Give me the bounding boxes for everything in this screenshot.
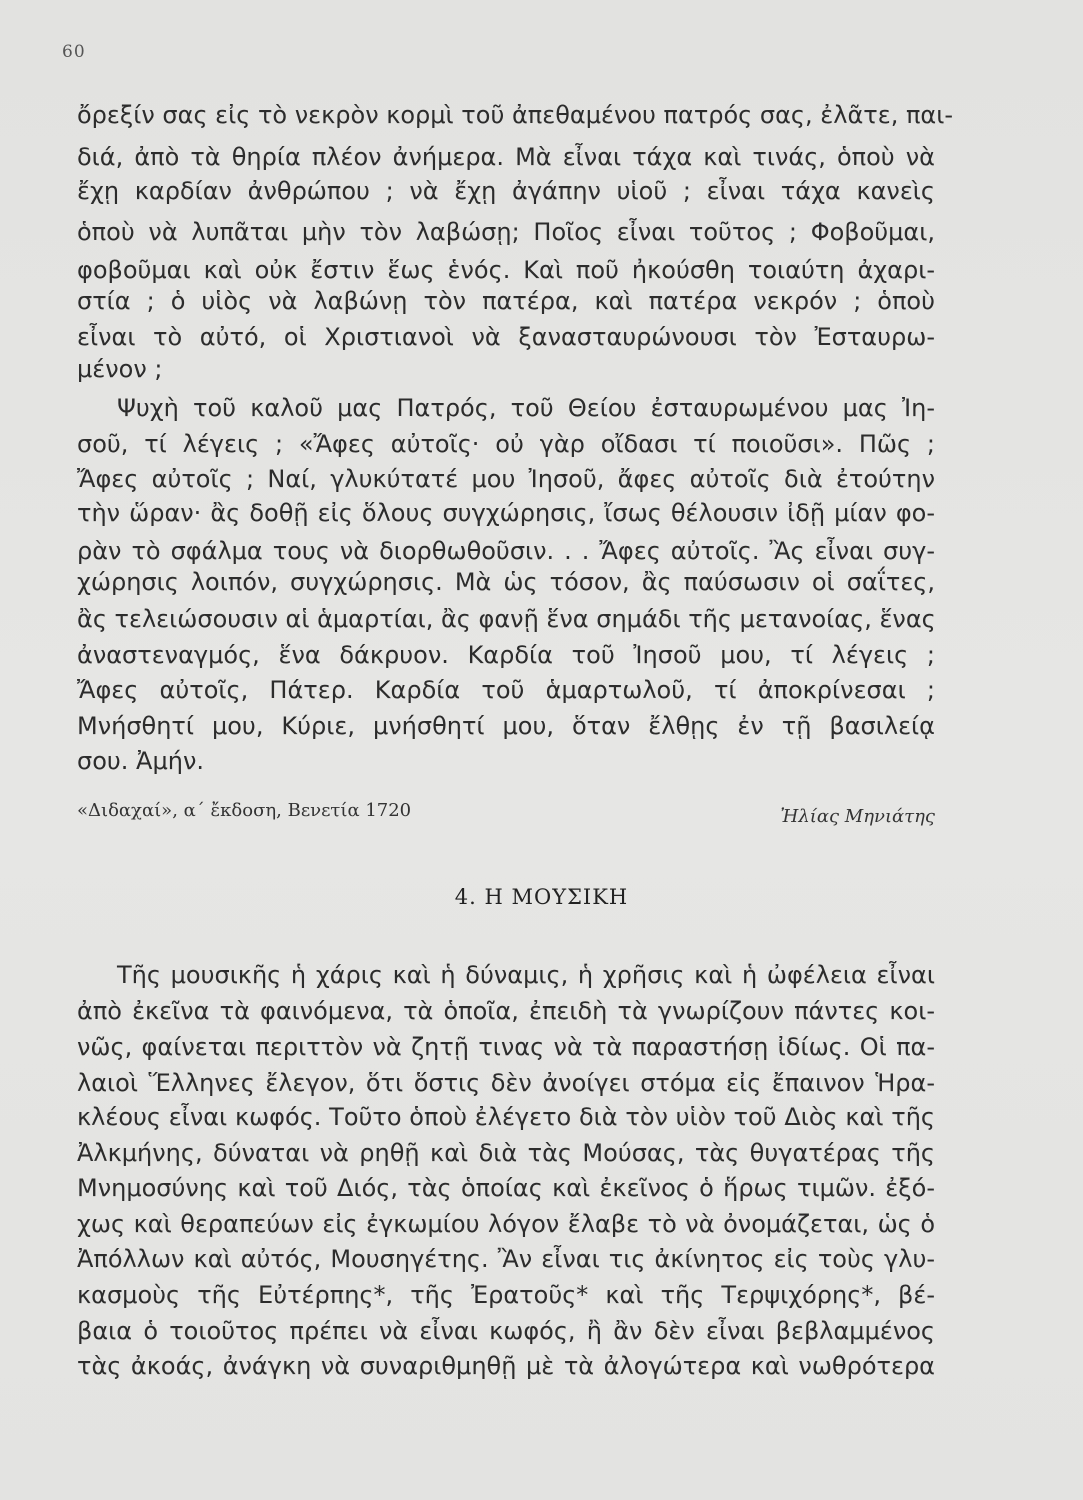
text-line: μένον ; — [77, 355, 163, 383]
text-line: Ἀλκμήνης, δύναται νὰ ρηθῇ καὶ διὰ τὰς Μούσας, τὰς θυγατέρας τῆς — [77, 1139, 935, 1167]
text-line: φοβοῦμαι καὶ οὐκ ἔστιν ἕως ἑνός. Καὶ ποῦ ἠκούσθη τοιαύτη ἀχαρι- — [77, 256, 935, 284]
text-line: Μνήσθητί μου, Κύριε, μνήσθητί μου, ὅταν ἔλθῃς ἐν τῇ βασιλείᾳ — [77, 712, 935, 740]
text-line: βαια ὁ τοιοῦτος πρέπει νὰ εἶναι κωφός, ἢ ἂν δὲν εἶναι βεβλαμμένος — [77, 1317, 935, 1345]
text-line: ἂς τελειώσουσιν αἱ ἁμαρτίαι, ἂς φανῇ ἕνα σημάδι τῆς μετανοίας, ἕνας — [77, 605, 936, 633]
text-line: σου. Ἀμήν. — [77, 747, 204, 775]
text-line: στία ; ὁ υἱὸς νὰ λαβώνῃ τὸν πατέρα, καὶ πατέρα νεκρόν ; ὁποὺ — [77, 287, 935, 315]
citation-line — [77, 800, 935, 836]
text-line: λαιοὶ Ἕλληνες ἔλεγον, ὅτι ὅστις δὲν ἀνοίγει στόμα εἰς ἔπαινον Ἡρα- — [77, 1069, 935, 1097]
text-line: ὄρεξίν σας εἰς τὸ νεκρὸν κορμὶ τοῦ ἀπεθαμένου πατρός σας, ἐλᾶτε, παι- — [77, 101, 953, 129]
text-line: εἶναι τὸ αὐτό, οἱ Χριστιανοὶ νὰ ξανασταυρώνουσι τὸν Ἐσταυρω- — [77, 323, 935, 351]
page-number: 60 — [62, 42, 86, 62]
text-line: ἀπὸ ἐκεῖνα τὰ φαινόμενα, τὰ ὁποῖα, ἐπειδὴ τὰ γνωρίζουν πάντες κοι- — [77, 997, 935, 1025]
text-line: χώρησις λοιπόν, συγχώρησις. Μὰ ὡς τόσον, ἂς παύσωσιν οἱ σαΐτες, — [77, 568, 935, 596]
text-line: κασμοὺς τῆς Εὐτέρπης*, τῆς Ἐρατοῦς* καὶ τῆς Τερψιχόρης*, βέ- — [77, 1281, 935, 1309]
author-name: Ἠλίας Μηνιάτης — [780, 806, 935, 827]
text-line: Μνημοσύνης καὶ τοῦ Διός, τὰς ὁποίας καὶ ἐκεῖνος ὁ ἥρως τιμῶν. ἐξό- — [77, 1174, 935, 1202]
text-line: Ἄφες αὐτοῖς, Πάτερ. Καρδία τοῦ ἁμαρτωλοῦ, τί ἀποκρίνεσαι ; — [77, 676, 935, 704]
text-line: Ἀπόλλων καὶ αὐτός, Μουσηγέτης. Ἂν εἶναι τις ἀκίνητος εἰς τοὺς γλυ- — [77, 1245, 935, 1273]
text-line: χως καὶ θεραπεύων εἰς ἐγκωμίου λόγον ἔλαβε τὸ νὰ ὀνομάζεται, ὡς ὁ — [77, 1210, 935, 1238]
text-line: κλέους εἶναι κωφός. Τοῦτο ὁποὺ ἐλέγετο διὰ τὸν υἱὸν τοῦ Διὸς καὶ τῆς — [77, 1103, 935, 1131]
text-line: Ψυχὴ τοῦ καλοῦ μας Πατρός, τοῦ Θείου ἐσταυρωμένου μας Ἰη- — [117, 394, 935, 422]
text-line: ἔχῃ καρδίαν ἀνθρώπου ; νὰ ἔχῃ ἀγάπην υἱοῦ ; εἶναι τάχα κανεὶς — [77, 177, 935, 205]
text-line: νῶς, φαίνεται περιττὸν νὰ ζητῇ τινας νὰ τὰ παραστήσῃ ἰδίως. Οἱ πα- — [77, 1033, 935, 1061]
text-line: Τῆς μουσικῆς ἡ χάρις καὶ ἡ δύναμις, ἡ χρῆσις καὶ ἡ ὠφέλεια εἶναι — [117, 961, 935, 989]
text-line: Ἄφες αὐτοῖς ; Ναί, γλυκύτατέ μου Ἰησοῦ, ἄφες αὐτοῖς διὰ ἐτούτην — [77, 465, 935, 493]
text-line: διά, ἀπὸ τὰ θηρία πλέον ἀνήμερα. Μὰ εἶναι τάχα καὶ τινάς, ὁποὺ νὰ — [77, 143, 935, 171]
text-line: σοῦ, τί λέγεις ; «Ἄφες αὐτοῖς· οὐ γὰρ οἴδασι τί ποιοῦσι». Πῶς ; — [77, 430, 935, 458]
text-line: ἀναστεναγμός, ἕνα δάκρυον. Καρδία τοῦ Ἰησοῦ μου, τί λέγεις ; — [77, 641, 935, 669]
source-citation: «Διδαχαί», α΄ ἔκδοση, Βενετία 1720 — [77, 800, 412, 821]
text-line: τὰς ἀκοάς, ἀνάγκη νὰ συναριθμηθῇ μὲ τὰ ἀλογώτερα καὶ νωθρότερα — [77, 1352, 935, 1380]
text-line: τὴν ὥραν· ἂς δοθῇ εἰς ὅλους συγχώρησις, ἴσως θέλουσιν ἰδῇ μίαν φο- — [77, 499, 935, 527]
section-heading: 4. Η ΜΟΥΣΙΚΗ — [454, 885, 629, 909]
text-line: ὁποὺ νὰ λυπᾶται μὴν τὸν λαβώσῃ; Ποῖος εἶναι τοῦτος ; Φοβοῦμαι, — [77, 218, 935, 246]
text-line: ρὰν τὸ σφάλμα τους νὰ διορθωθοῦσιν. . . Ἄφες αὐτοῖς. Ἂς εἶναι συγ- — [77, 537, 935, 565]
